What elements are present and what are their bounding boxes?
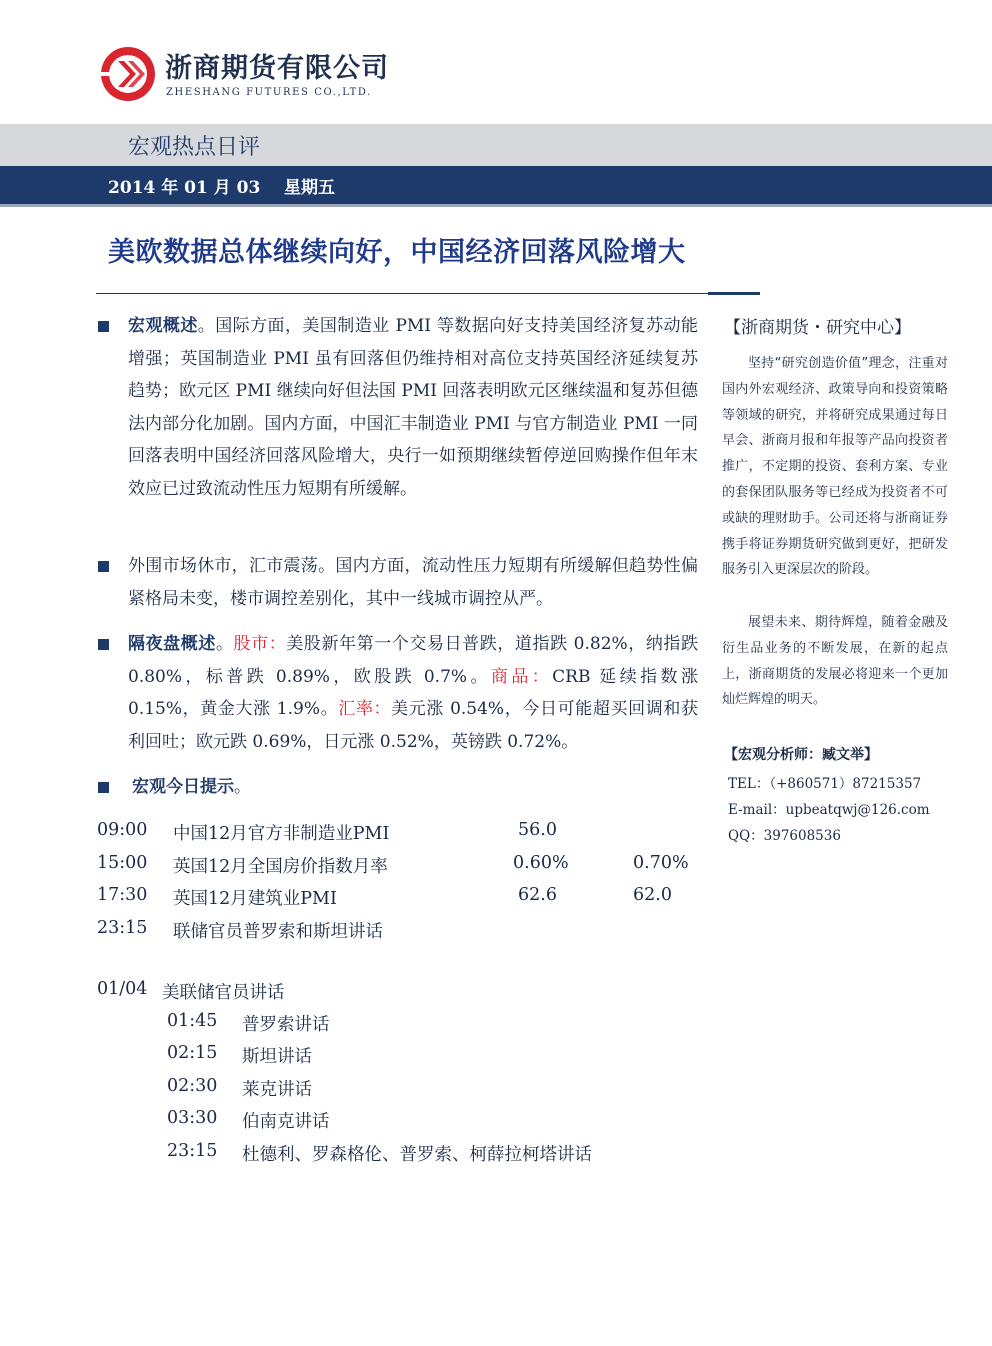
schedule-row — [0, 885, 992, 915]
overnight-paragraph — [128, 628, 698, 758]
bullet-icon — [98, 639, 109, 650]
list-item — [0, 1108, 992, 1138]
next-day-title: 美联储官员讲话 — [162, 983, 285, 1003]
analyst-qq: QQ：397608536 — [728, 828, 841, 844]
analyst-email: E-mail：upbeatqwj@126.com — [728, 802, 930, 818]
next-day-time: 03:30 — [167, 1108, 218, 1128]
schedule-event: 中国12月官方非制造业PMI — [173, 824, 390, 844]
schedule-row — [0, 820, 992, 850]
next-day-time: 02:30 — [167, 1076, 218, 1096]
company-name-cn: 浙商期货有限公司 — [165, 53, 389, 84]
schedule-row — [0, 853, 992, 883]
fx-text: 美元涨 0.54%，今日可能超买回调和获利回吐；欧元跌 0.69%，日元涨 0.52%，英镑跌 0.72%。 — [128, 699, 698, 752]
schedule-time: 17:30 — [97, 885, 148, 905]
sidebar-intro: 坚持“研究创造价值”理念，注重对国内外宏观经济、政策导向和投资策略等领域的研究，并将研究成果通过每日早会、浙商月报和年报等产品向投资者推广，不定期的投资、套利方案、专业的套保团队服务等已经成为投资者不可或缺的理财助手。公司还将与浙商证券携手将证券期货研究做到更好，把研发服务引入更深层次的阶段。 — [722, 356, 948, 578]
page-title: 美欧数据总体继续向好，中国经济回落风险增大 — [108, 237, 686, 268]
next-day-date: 01/04 — [97, 979, 148, 999]
schedule-value-previous: 0.60% — [513, 853, 569, 873]
analyst-phone: TEL：（+860571）87215357 — [728, 776, 922, 792]
schedule-value-previous: 62.6 — [518, 885, 557, 905]
bullet-icon — [98, 782, 109, 793]
today-tips-heading — [132, 771, 702, 804]
schedule-value-forecast: 62.0 — [633, 885, 672, 905]
market-text: 外围市场休市，汇市震荡。国内方面，流动性压力短期有所缓解但趋势性偏紧格局未变，楼市调控差别化，其中一线城市调控从严。 — [128, 556, 698, 609]
schedule-event: 英国12月全国房价指数月率 — [173, 857, 388, 877]
next-day-event: 普罗索讲话 — [242, 1015, 330, 1035]
macro-overview-text: 。国际方面，美国制造业 PMI 等数据向好支持美国经济复苏动能增强；英国制造业 PMI 虽有回落但仍维持相对高位支持英国经济延续复苏趋势；欧元区 PMI 继续向好但法国 PMI 回落表明欧元区继续温和复苏但德法内部分化加剧。国内方面，中国汇丰制造业 PMI 与官方制造业 PMI 一同回落表明中国经济回落风险增大，央行一如预期继续暂停逆回购操作但年末效应已过致流动性压力短期有所缓解。 — [128, 316, 698, 499]
title-divider-accent — [708, 292, 760, 295]
company-logo-icon — [100, 46, 156, 102]
stock-label: 股市： — [233, 634, 287, 654]
list-item — [0, 1141, 992, 1171]
next-day-time: 23:15 — [167, 1141, 218, 1161]
schedule-row — [0, 918, 992, 948]
macro-overview-paragraph — [128, 310, 698, 505]
schedule-event: 英国12月建筑业PMI — [173, 889, 337, 909]
schedule-value-previous: 56.0 — [518, 820, 557, 840]
report-type: 宏观热点日评 — [128, 135, 261, 160]
list-item — [0, 1011, 992, 1041]
next-day-event: 杜德利、罗森格伦、普罗索、柯薛拉柯塔讲话 — [242, 1145, 592, 1165]
bullet-icon — [98, 561, 109, 572]
next-day-time: 02:15 — [167, 1043, 218, 1063]
schedule-time: 23:15 — [97, 918, 148, 938]
next-day-event: 伯南克讲话 — [242, 1112, 330, 1132]
next-day-event: 斯坦讲话 — [242, 1047, 312, 1067]
schedule-time: 09:00 — [97, 820, 148, 840]
market-paragraph — [128, 550, 698, 615]
stock-text: 美股新年第一个交易日普跌，道指跌 0.82%，纳指跌 0.80%，标普跌 0.89%，欧股跌 0.7%。 — [128, 634, 699, 687]
next-day-event: 莱克讲话 — [242, 1080, 312, 1100]
fx-label: 汇率： — [338, 699, 392, 719]
analyst-label: 【宏观分析师：臧文举】 — [724, 747, 878, 763]
schedule-value-forecast: 0.70% — [633, 853, 689, 873]
today-tips-sep: 。 — [234, 777, 251, 797]
date-bar-shadow — [0, 204, 992, 207]
sidebar-outlook: 展望未来、期待辉煌，随着金融及衍生品业务的不断发展，在新的起点上，浙商期货的发展必将迎来一个更加灿烂辉煌的明天。 — [722, 615, 948, 708]
overnight-lead: 隔夜盘概述 — [128, 634, 216, 654]
schedule-time: 15:00 — [97, 853, 148, 873]
schedule-event: 联储官员普罗索和斯坦讲话 — [173, 922, 383, 942]
list-item — [0, 1076, 992, 1106]
today-tips-lead: 宏观今日提示 — [132, 777, 234, 797]
overnight-sep: 。 — [215, 634, 234, 654]
next-day-header — [0, 979, 992, 1009]
title-divider — [96, 293, 708, 294]
list-item — [0, 1043, 992, 1073]
commodity-text: CRB 延续指数涨 0.15%，黄金大涨 1.9%。 — [128, 666, 698, 719]
next-day-time: 01:45 — [167, 1011, 218, 1031]
bullet-icon — [98, 321, 109, 332]
macro-overview-lead: 宏观概述 — [128, 316, 198, 336]
commodity-label: 商品： — [490, 666, 553, 687]
report-date: 2014 年 01 月 03 星期五 — [108, 178, 335, 198]
company-name-en: ZHESHANG FUTURES CO.,LTD. — [166, 87, 372, 98]
sidebar-title: 【浙商期货・研究中心】 — [724, 318, 911, 338]
